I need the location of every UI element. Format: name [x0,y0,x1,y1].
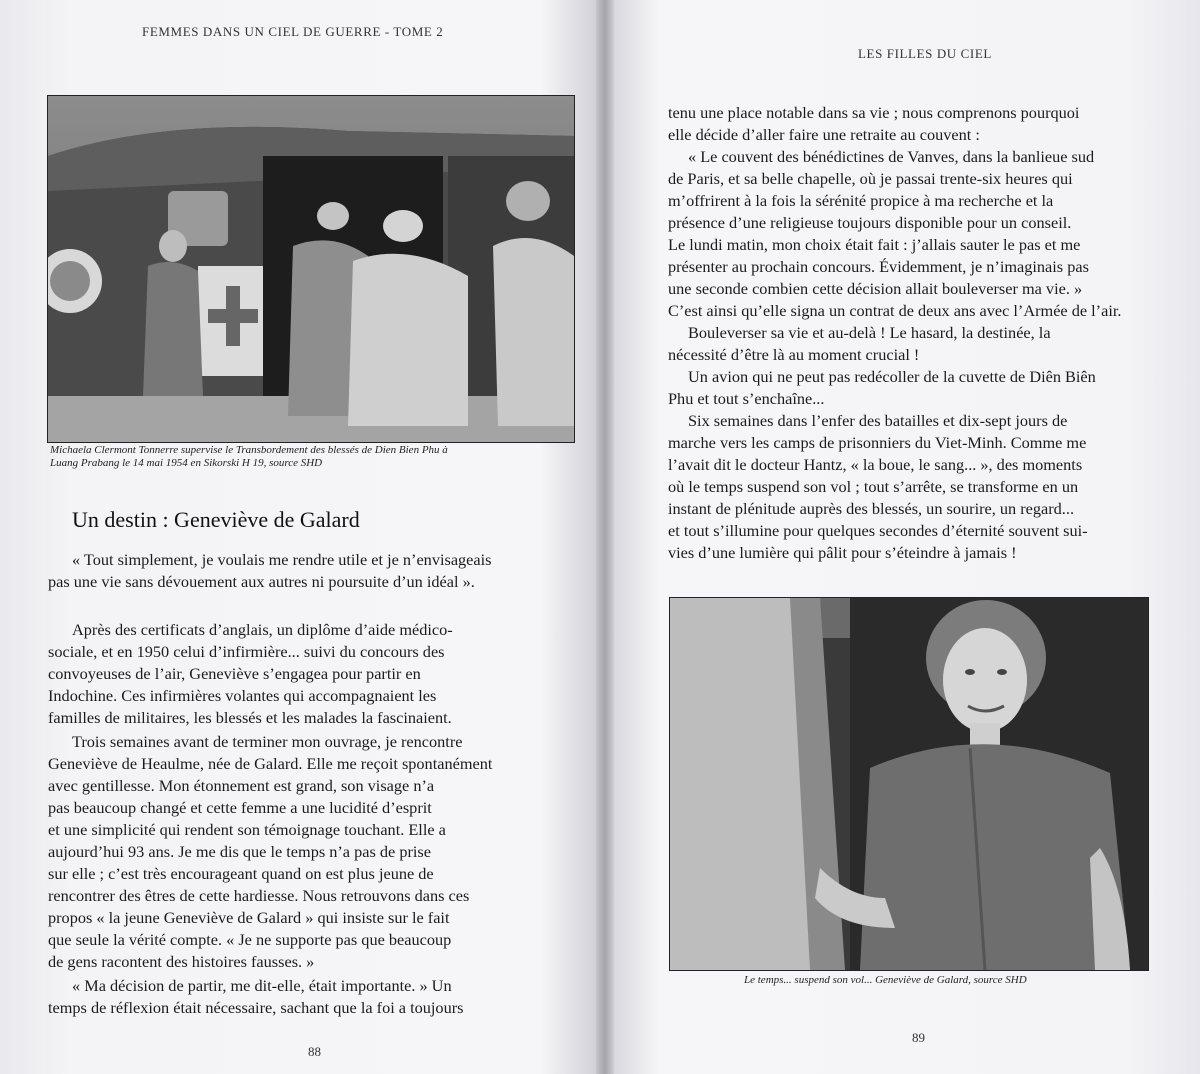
text-line: vies d’une lumière qui pâlit pour s’éteindre à jamais ! [668,543,1017,562]
text-line: nécessité d’être là au moment crucial ! [668,345,920,364]
text-line: de Paris, et sa belle chapelle, où je passai trente-six heures qui [668,169,1073,188]
helicopter-photo-caption [50,444,448,470]
right-page [612,0,1200,1074]
text-line: convoyeuses de l’air, Geneviève s’engagea pour partir en [48,664,421,683]
text-line: marche vers les camps de prisonniers du Viet-Minh. Comme me [668,433,1087,452]
text-line: et une simplicité qui rendent son témoignage touchant. Elle a [48,820,446,839]
text-line: et tout s’illumine pour quelques secondes d’éternité souvent sui- [668,521,1088,540]
caption-line: Luang Prabang le 14 mai 1954 en Sikorski H 19, source SHD [50,457,323,469]
text-line: où le temps suspend son vol ; tout s’arrête, se transforme en un [668,477,1079,496]
text-line: rencontrer des êtres de cette hardiesse. Nous retrouvons dans ces [48,886,470,905]
left-running-head: FEMMES DANS UN CIEL DE GUERRE - TOME 2 [142,24,444,39]
text-line: Après des certificats d’anglais, un diplôme d’aide médico- [72,620,453,639]
text-line: C’est ainsi qu’elle signa un contrat de deux ans avec l’Armée de l’air. [668,301,1122,320]
text-line: Le lundi matin, mon choix était fait : j’allais sauter le pas et me [668,235,1081,254]
text-line: Trois semaines avant de terminer mon ouvrage, je rencontre [72,732,463,751]
helicopter-photo-image [48,96,574,442]
caption-line: Michaela Clermont Tonnerre supervise le Transbordement des blessés de Dien Bien Phu à [50,444,448,456]
text-line: pas une vie sans dévouement aux autres ni poursuite d’un idéal ». [48,572,475,591]
right-page-number: 89 [912,1030,925,1045]
galard-portrait-image [670,598,1148,970]
text-line: familles de militaires, les blessés et les malades la fascinaient. [48,708,452,727]
text-line: « Le couvent des bénédictines de Vanves, dans la banlieue sud [688,147,1095,166]
text-line: Un avion qui ne peut pas redécoller de la cuvette de Diên Biên [688,367,1096,386]
text-line: Phu et tout s’enchaîne... [668,389,825,408]
text-line: présence d’une religieuse toujours disponible pour un conseil. [668,213,1072,232]
text-line: sur elle ; c’est très encourageant quand on est plus jeune de [48,864,434,883]
text-line: Six semaines dans l’enfer des batailles et dix-sept jours de [688,411,1068,430]
text-line: de gens racontent des histoires fausses. » [48,952,315,971]
text-line: Geneviève de Heaulme, née de Galard. Elle me reçoit spontanément [48,754,493,773]
text-line: tenu une place notable dans sa vie ; nous comprenons pourquoi [668,103,1080,122]
galard-portrait-caption: Le temps... suspend son vol... Geneviève de Galard, source SHD [744,974,1027,986]
text-line: sociale, et en 1950 celui d’infirmière... suivi du concours des [48,642,445,661]
text-line: temps de réflexion était nécessaire, sachant que la foi a toujours [48,998,464,1017]
text-line: l’avait dit le docteur Hantz, « la boue, le sang... », des moments [668,455,1083,474]
text-line: « Tout simplement, je voulais me rendre utile et je n’envisageais [72,550,492,569]
text-line: Bouleverser sa vie et au-delà ! Le hasard, la destinée, la [688,323,1051,342]
text-line: elle décide d’aller faire une retraite au couvent : [668,125,980,144]
text-line: présenter au prochain concours. Évidemment, je n’imaginais pas [668,257,1089,276]
right-running-head: LES FILLES DU CIEL [858,46,992,61]
galard-portrait-photo [669,597,1149,971]
text-line: aujourd’hui 93 ans. Je me dis que le temps n’a pas de prise [48,842,431,861]
helicopter-photo [47,95,575,443]
section-title: Un destin : Geneviève de Galard [72,507,360,532]
text-line: instant de plénitude auprès des blessés, un sourire, un regard... [668,499,1075,518]
text-line: propos « la jeune Geneviève de Galard » qui insiste sur le fait [48,908,450,927]
text-line: pas beaucoup changé et cette femme a une lucidité d’esprit [48,798,432,817]
text-line: Indochine. Ces infirmières volantes qui accompagnaient les [48,686,437,705]
text-line: que seule la vérité compte. « Je ne supporte pas que beaucoup [48,930,452,949]
text-line: « Ma décision de partir, me dit-elle, était importante. » Un [72,976,452,995]
text-line: une seconde combien cette décision allait bouleverser ma vie. » [668,279,1083,298]
left-page-number: 88 [308,1044,321,1059]
text-line: avec gentillesse. Mon étonnement est grand, son visage n’a [48,776,435,795]
text-line: m’offrirent à la fois la sérénité propice à ma recherche et la [668,191,1054,210]
